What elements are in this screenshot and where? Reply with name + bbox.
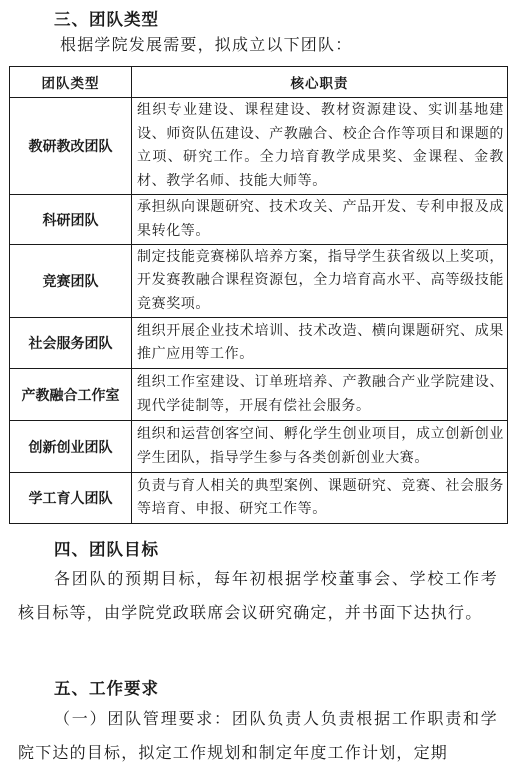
section-5-body: （一）团队管理要求：团队负责人负责根据工作职责和学院下达的目标，拟定工作规划和制定年度工作计划，定期 — [18, 709, 498, 762]
team-duty-cell: 负责与育人相关的典型案例、课题研究、竞赛、社会服务等培育、申报、研究工作等。 — [132, 473, 508, 524]
team-type-cell: 科研团队 — [10, 195, 132, 245]
section-3-intro: 根据学院发展需要，拟成立以下团队： — [60, 35, 353, 54]
team-type-cell: 学工育人团队 — [10, 473, 132, 524]
section-4-body: 各团队的预期目标，每年初根据学校董事会、学校工作考核目标等，由学院党政联席会议研究确定，并书面下达执行。 — [18, 569, 498, 622]
team-duty-cell: 组织开展企业技术培训、技术改造、横向课题研究、成果推广应用等工作。 — [132, 318, 508, 369]
team-type-cell: 产教融合工作室 — [10, 369, 132, 421]
table-row — [10, 318, 508, 369]
team-duty-cell: 组织工作室建设、订单班培养、产教融合产业学院建设、现代学徒制等，开展有偿社会服务。 — [132, 369, 508, 421]
team-duty-cell: 制定技能竞赛梯队培养方案，指导学生获省级以上奖项，开发赛教融合课程资源包，全力培育高水平、高等级技能竞赛奖项。 — [132, 245, 508, 318]
table-row — [10, 98, 508, 195]
header-core-duty: 核心职责 — [132, 67, 508, 98]
team-duty-cell: 组织专业建设、课程建设、教材资源建设、实训基地建设、师资队伍建设、产教融合、校企合作等项目和课题的立项、研究工作。全力培育教学成果奖、金课程、金教材、教学名师、技能大师等。 — [132, 98, 508, 195]
team-type-cell: 创新创业团队 — [10, 421, 132, 473]
table-row — [10, 421, 508, 473]
section-4-heading: 四、团队目标 — [54, 540, 159, 559]
header-team-type: 团队类型 — [10, 67, 132, 98]
table-row — [10, 369, 508, 421]
section-5-heading: 五、工作要求 — [54, 679, 159, 698]
team-duty-cell: 组织和运营创客空间、孵化学生创业项目，成立创新创业学生团队，指导学生参与各类创新创业大赛。 — [132, 421, 508, 473]
team-type-cell: 社会服务团队 — [10, 318, 132, 369]
team-duty-cell: 承担纵向课题研究、技术攻关、产品开发、专利申报及成果转化等。 — [132, 195, 508, 245]
team-type-cell: 教研教改团队 — [10, 98, 132, 195]
team-types-table — [9, 66, 508, 524]
table-row — [10, 195, 508, 245]
team-type-cell: 竞赛团队 — [10, 245, 132, 318]
section-3-heading: 三、团队类型 — [54, 10, 159, 29]
table-row — [10, 245, 508, 318]
table-row — [10, 473, 508, 524]
table-header-row — [10, 67, 508, 98]
